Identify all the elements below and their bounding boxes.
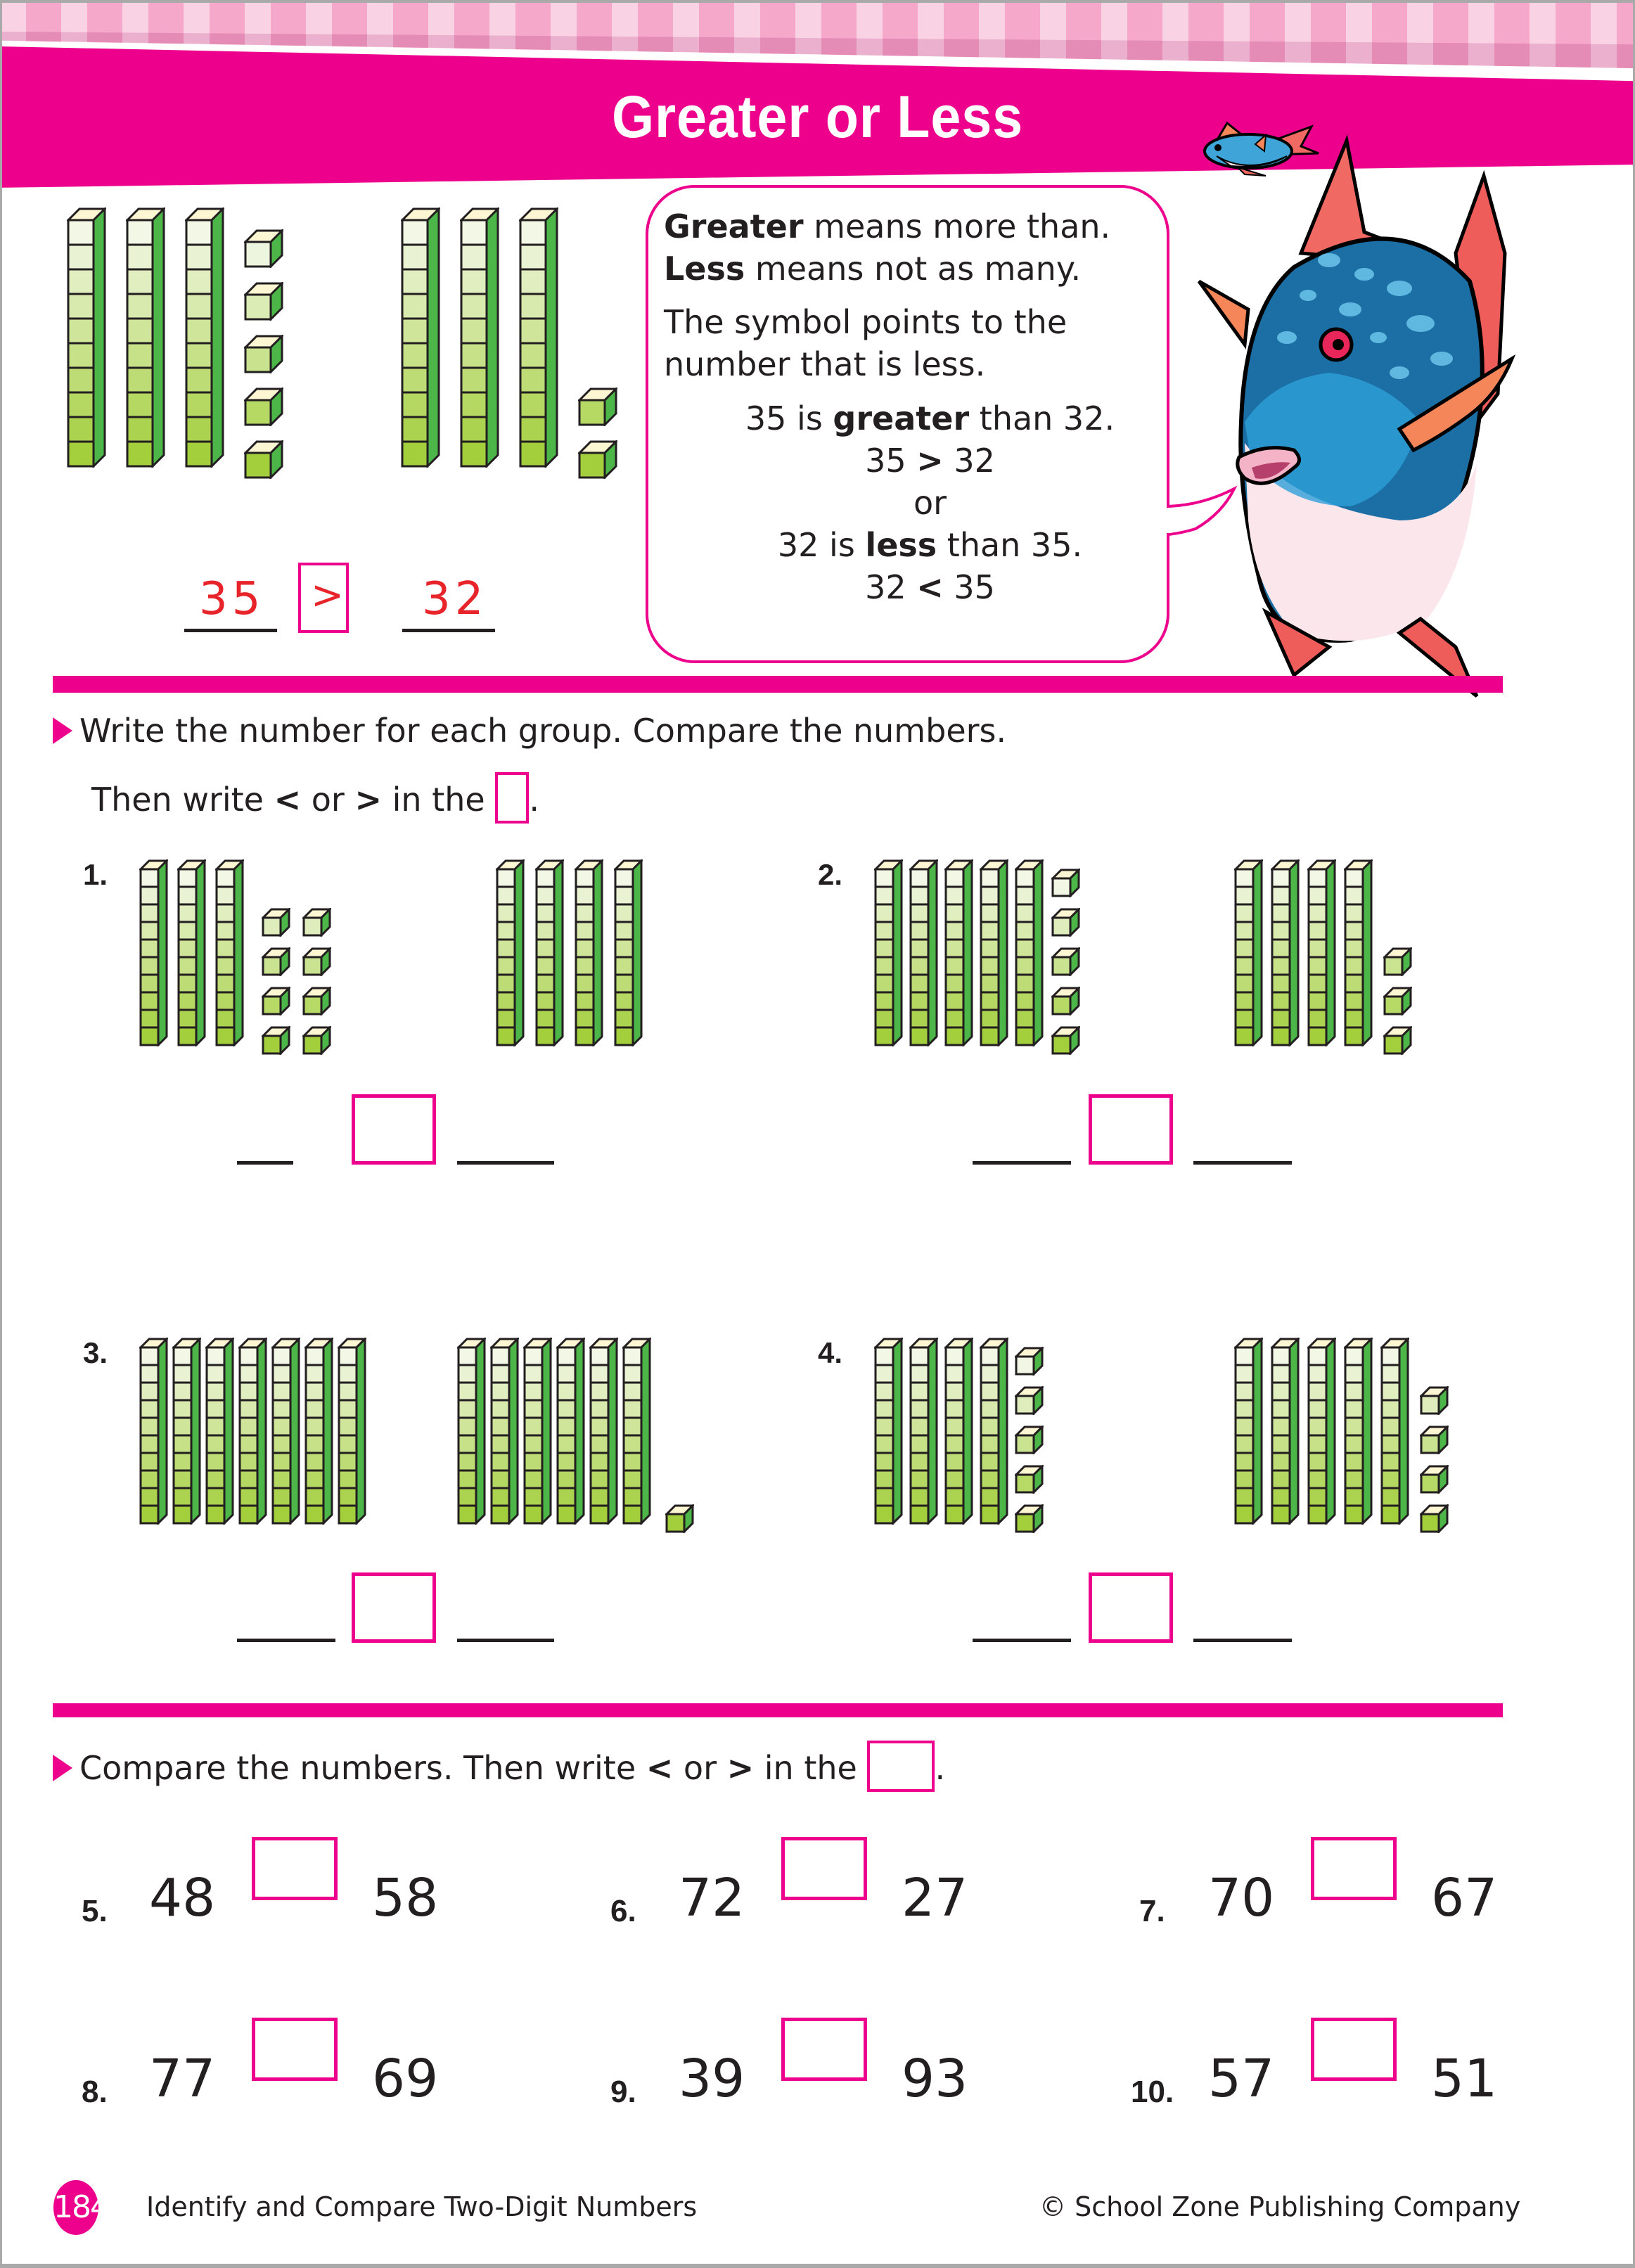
tens-rod xyxy=(622,1338,651,1525)
ones-cube xyxy=(1015,1386,1044,1415)
example-left-number: 35 xyxy=(199,573,265,625)
tens-rod xyxy=(304,1338,333,1525)
problem-2-symbol-box[interactable] xyxy=(1089,1094,1173,1165)
problem-4-symbol-box[interactable] xyxy=(1089,1572,1173,1643)
compare-item-8-symbol-box[interactable] xyxy=(252,2018,338,2081)
tens-rod xyxy=(1380,1338,1409,1525)
problem-1-right-blank[interactable] xyxy=(457,1161,554,1165)
problem-3-right-blank[interactable] xyxy=(457,1639,554,1642)
section-divider-2 xyxy=(53,1703,1503,1717)
tens-rod xyxy=(589,1338,618,1525)
example-right-number: 32 xyxy=(422,573,488,625)
example-symbol-box xyxy=(298,563,349,633)
compare-item-7-left-number: 70 xyxy=(1208,1868,1275,1928)
problem-3-left-blank[interactable] xyxy=(237,1639,335,1642)
example-left-blank xyxy=(184,629,277,632)
ones-cube xyxy=(244,335,283,373)
bubble-symbol-rule-1: The symbol points to the xyxy=(664,303,1067,341)
tens-rod xyxy=(460,207,499,468)
problem-3-symbol-box[interactable] xyxy=(352,1572,436,1643)
tens-rod xyxy=(1271,859,1300,1046)
compare-item-8-left-number: 77 xyxy=(149,2049,216,2109)
ones-cube xyxy=(1051,869,1080,897)
bubble-example-less: 32 is less than 35. xyxy=(777,526,1083,564)
ones-cube xyxy=(1015,1465,1044,1494)
compare-item-7-label: 7. xyxy=(1139,1894,1165,1928)
tens-rod xyxy=(535,859,564,1046)
ones-cube xyxy=(1420,1504,1449,1533)
problem-3-label: 3. xyxy=(83,1336,108,1369)
tens-rod xyxy=(338,1338,366,1525)
compare-item-9-symbol-box[interactable] xyxy=(781,2018,867,2081)
tens-rod xyxy=(1234,859,1263,1046)
tens-rod xyxy=(575,859,603,1046)
page-number-badge: 184 xyxy=(53,2180,98,2235)
problem-1-left-blank[interactable] xyxy=(237,1161,293,1165)
ones-cube xyxy=(1051,1026,1080,1055)
compare-item-10-symbol-box[interactable] xyxy=(1311,2018,1397,2081)
bubble-symbol-rule-2: number that is less. xyxy=(664,345,986,383)
tens-rod xyxy=(177,859,206,1046)
ones-cube xyxy=(302,1026,331,1055)
tens-rod xyxy=(556,1338,585,1525)
compare-item-6-left-number: 72 xyxy=(679,1868,745,1928)
ones-cube xyxy=(262,947,290,976)
tens-rod xyxy=(490,1338,519,1525)
compare-item-5-left-number: 48 xyxy=(149,1868,216,1928)
ones-cube xyxy=(262,987,290,1016)
ones-cube xyxy=(578,440,617,479)
ones-cube xyxy=(578,387,617,426)
ones-cube xyxy=(1015,1425,1044,1454)
bubble-or: or xyxy=(913,484,947,522)
problem-4-right-blank[interactable] xyxy=(1193,1639,1292,1642)
tens-rod xyxy=(874,1338,903,1525)
compare-item-6-right-number: 27 xyxy=(902,1868,968,1928)
tens-rod xyxy=(909,859,938,1046)
ones-cube xyxy=(1051,987,1080,1016)
tens-rod xyxy=(1307,1338,1336,1525)
problem-1-symbol-box[interactable] xyxy=(352,1094,436,1165)
tens-rod xyxy=(1015,859,1044,1046)
section-divider-1 xyxy=(53,676,1503,693)
tens-rod xyxy=(139,1338,168,1525)
tens-rod xyxy=(944,859,973,1046)
tens-rod xyxy=(1307,859,1336,1046)
ones-cube xyxy=(1420,1425,1449,1454)
tens-rod xyxy=(238,1338,267,1525)
section2-instruction: Compare the numbers. Then write < or > in the . xyxy=(53,1741,945,1792)
ones-cube xyxy=(302,947,331,976)
ones-cube xyxy=(1383,947,1412,976)
tens-rod xyxy=(185,207,224,468)
tens-rod xyxy=(139,859,168,1046)
compare-item-9-label: 9. xyxy=(610,2075,636,2109)
bubble-example-greater-symbol: 35 > 32 xyxy=(865,442,995,480)
ones-cube xyxy=(302,908,331,937)
big-fish-illustration xyxy=(1188,127,1554,745)
footer-copyright: © School Zone Publishing Company xyxy=(1039,2191,1521,2222)
ones-cube xyxy=(244,387,283,426)
ones-cube xyxy=(244,229,283,268)
compare-item-9-right-number: 93 xyxy=(902,2049,968,2109)
tens-rod xyxy=(909,1338,938,1525)
example-symbol: > xyxy=(311,572,348,618)
ones-cube xyxy=(1420,1386,1449,1415)
ones-cube xyxy=(262,1026,290,1055)
ones-cube xyxy=(665,1504,694,1533)
tens-rod xyxy=(980,859,1008,1046)
ones-cube xyxy=(302,987,331,1016)
problem-2-label: 2. xyxy=(818,858,843,891)
footer-topic: Identify and Compare Two-Digit Numbers xyxy=(146,2191,698,2222)
tens-rod xyxy=(523,1338,552,1525)
bubble-definition-less: Less means not as many. xyxy=(664,250,1082,288)
tens-rod xyxy=(172,1338,201,1525)
compare-item-5-label: 5. xyxy=(82,1894,108,1928)
bubble-definition-greater: Greater means more than. xyxy=(664,207,1111,245)
ones-cube xyxy=(1383,987,1412,1016)
compare-item-10-left-number: 57 xyxy=(1208,2049,1275,2109)
compare-item-5-symbol-box[interactable] xyxy=(252,1837,338,1900)
page-title: Greater or Less xyxy=(611,84,1024,150)
ones-cube xyxy=(1015,1504,1044,1533)
tens-rod xyxy=(496,859,525,1046)
tens-rod xyxy=(271,1338,300,1525)
tens-rod xyxy=(67,207,106,468)
compare-item-10-label: 10. xyxy=(1131,2075,1174,2109)
ones-cube xyxy=(1383,1026,1412,1055)
tens-rod xyxy=(1344,859,1373,1046)
compare-item-6-symbol-box[interactable] xyxy=(781,1837,867,1900)
tens-rod xyxy=(205,1338,234,1525)
ones-cube xyxy=(244,282,283,321)
ones-cube xyxy=(262,908,290,937)
pointer-triangle-icon xyxy=(53,1755,72,1781)
tens-rod xyxy=(1344,1338,1373,1525)
tens-rod xyxy=(1271,1338,1300,1525)
problem-2-right-blank[interactable] xyxy=(1193,1161,1292,1165)
pointer-triangle-icon xyxy=(53,717,72,744)
tens-rod xyxy=(944,1338,973,1525)
tens-rod xyxy=(614,859,643,1046)
compare-item-5-right-number: 58 xyxy=(372,1868,439,1928)
tens-rod xyxy=(401,207,440,468)
bubble-example-greater: 35 is greater than 32. xyxy=(745,399,1115,437)
tens-rod xyxy=(126,207,165,468)
compare-item-10-right-number: 51 xyxy=(1431,2049,1498,2109)
tens-rod xyxy=(980,1338,1008,1525)
bubble-example-less-symbol: 32 < 35 xyxy=(865,568,995,606)
compare-item-7-right-number: 67 xyxy=(1431,1868,1498,1928)
example-right-blank xyxy=(402,629,495,632)
problem-2-left-blank[interactable] xyxy=(973,1161,1071,1165)
ones-cube xyxy=(1015,1347,1044,1376)
tens-rod xyxy=(1234,1338,1263,1525)
section1-instruction-line1: Write the number for each group. Compare the numbers. xyxy=(53,712,1006,750)
ones-cube xyxy=(1051,908,1080,937)
ones-cube xyxy=(1051,947,1080,976)
compare-item-9-left-number: 39 xyxy=(679,2049,745,2109)
problem-4-label: 4. xyxy=(818,1336,843,1369)
compare-item-6-label: 6. xyxy=(610,1894,636,1928)
instruction-box-icon xyxy=(495,772,529,824)
compare-item-8-label: 8. xyxy=(82,2075,108,2109)
ones-cube xyxy=(1420,1465,1449,1494)
tens-rod xyxy=(457,1338,486,1525)
instruction-box-icon xyxy=(867,1741,935,1792)
problem-4-left-blank[interactable] xyxy=(973,1639,1071,1642)
compare-item-8-right-number: 69 xyxy=(372,2049,439,2109)
ones-cube xyxy=(244,440,283,479)
tens-rod xyxy=(874,859,903,1046)
problem-1-label: 1. xyxy=(83,858,108,891)
tens-rod xyxy=(519,207,558,468)
compare-item-7-symbol-box[interactable] xyxy=(1311,1837,1397,1900)
section1-instruction-line2: Then write < or > in the . xyxy=(91,772,539,824)
tens-rod xyxy=(215,859,244,1046)
